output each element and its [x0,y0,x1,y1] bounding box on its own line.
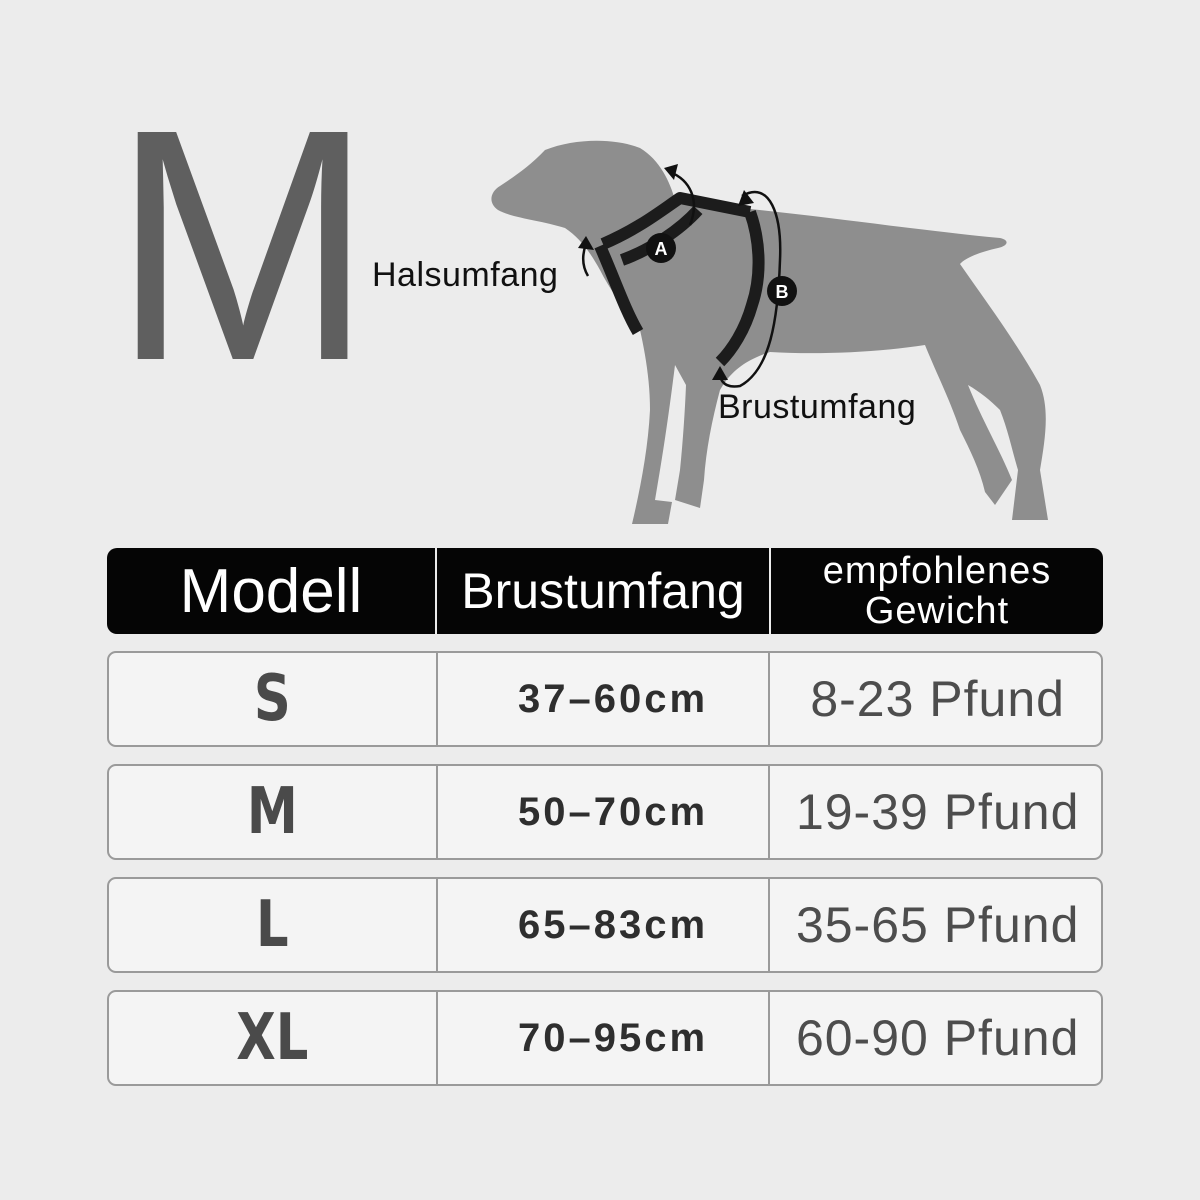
table-row [107,764,1103,860]
table-row [107,651,1103,747]
table-row [107,990,1103,1086]
svg-text:A: A [654,239,668,259]
chest-girth-label: Brustumfang [718,388,917,426]
row-weight: 35-65 Pfund [768,879,1101,971]
row-weight: 60-90 Pfund [768,992,1101,1084]
row-size: M [246,775,298,849]
header-weight [769,548,1103,634]
row-weight: 19-39 Pfund [768,766,1101,858]
row-size: S [253,662,291,736]
svg-text:B: B [775,282,789,302]
row-chest: 37–60cm [436,653,769,745]
marker-a [646,233,676,263]
header-chest: Brustumfang [435,548,769,634]
size-title: M [112,60,374,429]
header-weight-line2: Gewicht [864,590,1010,632]
row-chest: 50–70cm [436,766,769,858]
table-row [107,877,1103,973]
row-chest: 65–83cm [436,879,769,971]
row-size: L [256,888,289,962]
dog-silhouette [491,141,1048,524]
header-weight-line1: empfohlenes [822,550,1052,592]
row-size: XL [236,1001,309,1075]
marker-b [767,276,797,306]
dog-harness-diagram [0,0,1200,560]
row-weight: 8-23 Pfund [768,653,1101,745]
neck-girth-label: Halsumfang [372,256,559,294]
size-table [107,548,1103,1086]
row-chest: 70–95cm [436,992,769,1084]
table-header [107,548,1103,634]
header-model: Modell [179,556,363,626]
